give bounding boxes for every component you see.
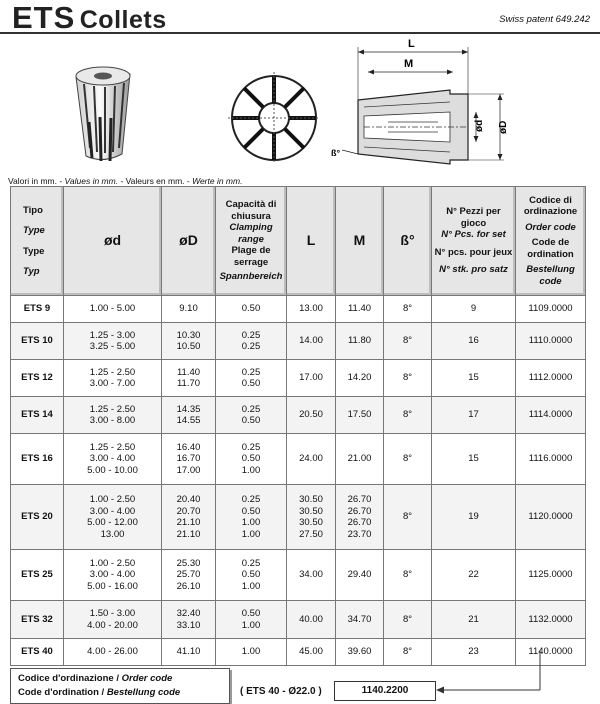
row-d bbox=[64, 397, 162, 434]
row-L bbox=[287, 434, 336, 485]
row-d-value: 1.00 - 2.50 bbox=[89, 494, 136, 505]
row-M-value: 26.70 bbox=[347, 494, 372, 505]
row-pcs: 15 bbox=[432, 360, 516, 397]
header-d: ød bbox=[64, 186, 162, 296]
row-D-value: 11.40 bbox=[176, 366, 201, 378]
row-D-value: 33.10 bbox=[176, 619, 201, 631]
row-type: ETS 14 bbox=[10, 397, 64, 434]
table-row bbox=[10, 397, 586, 434]
row-D bbox=[162, 639, 216, 666]
row-d-value: 13.00 bbox=[100, 528, 125, 540]
row-D-value: 21.10 bbox=[176, 528, 201, 540]
row-clamp-value: 0.25 bbox=[241, 494, 261, 505]
row-clamp-value: 1.00 bbox=[241, 619, 261, 631]
row-d-value: 1.25 - 2.50 bbox=[89, 441, 136, 453]
row-L-value: 13.00 bbox=[299, 303, 323, 315]
row-M-value: 29.40 bbox=[347, 569, 372, 581]
row-clamp-value: 0.50 bbox=[241, 303, 261, 315]
row-clamp-value: 1.00 bbox=[241, 528, 261, 540]
row-clamp bbox=[216, 639, 287, 666]
row-D-value: 25.30 bbox=[176, 557, 201, 569]
row-clamp-value: 0.50 bbox=[241, 415, 261, 426]
row-D-value: 16.70 bbox=[176, 453, 201, 465]
units-fr: - Valeurs en mm. - bbox=[118, 176, 193, 186]
header-L: L bbox=[287, 186, 336, 296]
row-beta: 8° bbox=[384, 601, 432, 639]
row-D-value: 21.10 bbox=[176, 517, 201, 528]
row-D-value: 16.40 bbox=[176, 441, 201, 453]
row-D bbox=[162, 550, 216, 601]
row-beta: 8° bbox=[384, 639, 432, 666]
row-L bbox=[287, 296, 336, 323]
row-clamp bbox=[216, 360, 287, 397]
row-d-value: 3.00 - 8.00 bbox=[89, 415, 136, 426]
row-d-value: 3.00 - 4.00 bbox=[89, 505, 136, 517]
row-L bbox=[287, 485, 336, 550]
collet-front-view bbox=[228, 72, 320, 164]
row-clamp-value: 0.25 bbox=[241, 366, 261, 378]
row-d-value: 5.00 - 12.00 bbox=[87, 517, 138, 528]
row-M bbox=[336, 601, 384, 639]
row-beta: 8° bbox=[384, 360, 432, 397]
row-clamp-value: 0.50 bbox=[241, 569, 261, 581]
row-L bbox=[287, 397, 336, 434]
row-d bbox=[64, 639, 162, 666]
row-d bbox=[64, 550, 162, 601]
row-type: ETS 10 bbox=[10, 323, 64, 360]
row-pcs: 19 bbox=[432, 485, 516, 550]
row-d bbox=[64, 360, 162, 397]
row-L-value: 24.00 bbox=[299, 453, 323, 465]
table-row bbox=[10, 485, 586, 550]
footer-line1-a: Codice d'ordinazione / bbox=[18, 673, 119, 684]
row-pcs: 16 bbox=[432, 323, 516, 360]
row-D-value: 25.70 bbox=[176, 569, 201, 581]
row-M bbox=[336, 639, 384, 666]
row-d bbox=[64, 323, 162, 360]
row-clamp-value: 0.25 bbox=[241, 557, 261, 569]
row-d-value: 3.00 - 4.00 bbox=[89, 569, 136, 581]
row-clamp-value: 0.50 bbox=[241, 378, 261, 389]
row-L bbox=[287, 601, 336, 639]
row-M bbox=[336, 323, 384, 360]
row-D-value: 32.40 bbox=[176, 608, 201, 619]
page-title bbox=[12, 0, 167, 36]
row-pcs: 9 bbox=[432, 296, 516, 323]
row-L-value: 20.50 bbox=[299, 409, 323, 421]
footer-line2-b: Bestellung code bbox=[106, 687, 181, 698]
title-main: ETS bbox=[12, 0, 76, 35]
table-header-row bbox=[10, 186, 586, 296]
row-L bbox=[287, 360, 336, 397]
row-d-value: 5.00 - 16.00 bbox=[87, 580, 138, 592]
row-D-value: 20.40 bbox=[176, 494, 201, 505]
row-L bbox=[287, 639, 336, 666]
row-D-value: 17.00 bbox=[176, 464, 201, 476]
row-pcs: 23 bbox=[432, 639, 516, 666]
header-type: Tipo Type Type Typ bbox=[10, 186, 64, 296]
row-d-value: 1.25 - 3.00 bbox=[89, 329, 136, 341]
row-L-value: 14.00 bbox=[299, 335, 323, 347]
title-sub: Collets bbox=[79, 6, 167, 34]
dim-d-label: ød bbox=[474, 119, 485, 132]
order-code-legend bbox=[10, 668, 230, 704]
row-L-value: 30.50 bbox=[299, 517, 323, 528]
row-D bbox=[162, 397, 216, 434]
row-d-value: 1.25 - 2.50 bbox=[89, 366, 136, 378]
row-D-value: 10.30 bbox=[176, 329, 201, 341]
row-L-value: 34.00 bbox=[299, 569, 323, 581]
row-d-value: 1.00 - 5.00 bbox=[89, 303, 136, 315]
row-code: 1132.0000 bbox=[516, 601, 586, 639]
row-D bbox=[162, 601, 216, 639]
row-L-value: 17.00 bbox=[299, 372, 323, 384]
row-L-value: 30.50 bbox=[299, 494, 323, 505]
row-L bbox=[287, 323, 336, 360]
row-beta: 8° bbox=[384, 550, 432, 601]
row-clamp-value: 0.50 bbox=[241, 453, 261, 465]
row-beta: 8° bbox=[384, 485, 432, 550]
row-clamp-value: 0.50 bbox=[241, 505, 261, 517]
row-M-value: 21.00 bbox=[347, 453, 372, 465]
row-d-value: 4.00 - 20.00 bbox=[87, 619, 138, 631]
row-d-value: 5.00 - 10.00 bbox=[87, 464, 138, 476]
row-d bbox=[64, 296, 162, 323]
row-d bbox=[64, 434, 162, 485]
row-M-value: 34.70 bbox=[347, 613, 372, 625]
dim-M-label: M bbox=[404, 58, 414, 70]
row-beta: 8° bbox=[384, 434, 432, 485]
row-type: ETS 9 bbox=[10, 296, 64, 323]
row-M bbox=[336, 296, 384, 323]
footer-line1-b: Order code bbox=[121, 673, 173, 684]
row-D bbox=[162, 434, 216, 485]
row-pcs: 22 bbox=[432, 550, 516, 601]
row-d-value: 1.25 - 2.50 bbox=[89, 403, 136, 415]
dim-L-label: L bbox=[408, 38, 415, 50]
row-clamp-value: 0.25 bbox=[241, 403, 261, 415]
collet-3d-illustration bbox=[58, 62, 148, 172]
order-code-arrow bbox=[436, 650, 546, 695]
row-beta: 8° bbox=[384, 397, 432, 434]
row-clamp-value: 1.00 bbox=[241, 464, 261, 476]
header-M: M bbox=[336, 186, 384, 296]
header-beta: ß° bbox=[384, 186, 432, 296]
row-clamp-value: 0.25 bbox=[241, 341, 261, 352]
row-M bbox=[336, 485, 384, 550]
header-D: øD bbox=[162, 186, 216, 296]
order-example-code: 1140.2200 bbox=[334, 681, 436, 701]
row-D-value: 10.50 bbox=[176, 341, 201, 352]
table-row bbox=[10, 550, 586, 601]
header-pcs: N° Pezzi per gioco N° Pcs. for set N° pcs. pour jeux N° stk. pro satz bbox=[432, 186, 516, 296]
row-clamp-value: 1.00 bbox=[241, 517, 261, 528]
row-code: 1140.0000 bbox=[516, 639, 586, 666]
row-type: ETS 40 bbox=[10, 639, 64, 666]
row-clamp bbox=[216, 296, 287, 323]
collet-section-drawing bbox=[328, 32, 518, 172]
row-beta: 8° bbox=[384, 296, 432, 323]
row-code: 1109.0000 bbox=[516, 296, 586, 323]
units-en: Values in mm. bbox=[64, 176, 119, 186]
table-row bbox=[10, 323, 586, 360]
row-D bbox=[162, 323, 216, 360]
footer-line2-a: Code d'ordination / bbox=[18, 687, 105, 698]
row-clamp bbox=[216, 485, 287, 550]
row-M-value: 26.70 bbox=[347, 517, 372, 528]
row-M-value: 14.20 bbox=[347, 372, 372, 384]
row-pcs: 15 bbox=[432, 434, 516, 485]
row-d-value: 1.50 - 3.00 bbox=[89, 608, 136, 619]
row-d-value: 3.00 - 7.00 bbox=[89, 378, 136, 389]
row-clamp bbox=[216, 434, 287, 485]
row-code: 1125.0000 bbox=[516, 550, 586, 601]
row-type: ETS 20 bbox=[10, 485, 64, 550]
row-type: ETS 32 bbox=[10, 601, 64, 639]
units-it: Valori in mm. - bbox=[8, 176, 65, 186]
dim-beta-label: ß° bbox=[331, 148, 341, 158]
row-D-value: 9.10 bbox=[179, 303, 198, 315]
table-row bbox=[10, 601, 586, 639]
row-code: 1120.0000 bbox=[516, 485, 586, 550]
row-M-value: 26.70 bbox=[347, 505, 372, 517]
row-d-value: 4.00 - 26.00 bbox=[87, 646, 138, 658]
row-pcs: 17 bbox=[432, 397, 516, 434]
row-d-value: 1.00 - 2.50 bbox=[89, 557, 136, 569]
row-M bbox=[336, 434, 384, 485]
row-beta: 8° bbox=[384, 323, 432, 360]
header-clamp: Capacità di chiusura Clamping range Plage de serrage Spannbereich bbox=[216, 186, 287, 296]
row-clamp-value: 0.25 bbox=[241, 329, 261, 341]
row-M-value: 17.50 bbox=[347, 409, 372, 421]
collet-spec-table bbox=[10, 186, 586, 666]
row-M-value: 39.60 bbox=[347, 646, 372, 658]
table-row bbox=[10, 434, 586, 485]
row-d-value: 3.00 - 4.00 bbox=[89, 453, 136, 465]
row-clamp bbox=[216, 323, 287, 360]
table-row bbox=[10, 360, 586, 397]
row-L-value: 40.00 bbox=[299, 613, 323, 625]
row-type: ETS 25 bbox=[10, 550, 64, 601]
row-L bbox=[287, 550, 336, 601]
row-D-value: 11.70 bbox=[176, 378, 201, 389]
row-d-value: 3.25 - 5.00 bbox=[89, 341, 136, 352]
row-d bbox=[64, 485, 162, 550]
row-D-value: 14.55 bbox=[176, 415, 201, 426]
row-d bbox=[64, 601, 162, 639]
row-type: ETS 12 bbox=[10, 360, 64, 397]
row-L-value: 27.50 bbox=[299, 528, 323, 540]
row-clamp bbox=[216, 550, 287, 601]
header-code: Codice di ordinazione Order code Code de ordination Bestellung code bbox=[516, 186, 586, 296]
order-example: ( ETS 40 - Ø22.0 ) bbox=[240, 686, 322, 697]
row-D bbox=[162, 485, 216, 550]
table-row bbox=[10, 296, 586, 323]
row-D-value: 26.10 bbox=[176, 580, 201, 592]
row-M-value: 11.80 bbox=[347, 335, 372, 347]
row-code: 1116.0000 bbox=[516, 434, 586, 485]
row-clamp-value: 0.50 bbox=[241, 608, 261, 619]
patent-note: Swiss patent 649.242 bbox=[499, 14, 590, 25]
row-L-value: 30.50 bbox=[299, 505, 323, 517]
row-code: 1114.0000 bbox=[516, 397, 586, 434]
row-M-value: 11.40 bbox=[347, 303, 372, 315]
row-D bbox=[162, 296, 216, 323]
row-M bbox=[336, 397, 384, 434]
row-M bbox=[336, 550, 384, 601]
row-code: 1112.0000 bbox=[516, 360, 586, 397]
row-D-value: 20.70 bbox=[176, 505, 201, 517]
units-note bbox=[8, 176, 242, 186]
row-clamp-value: 0.25 bbox=[241, 441, 261, 453]
row-pcs: 21 bbox=[432, 601, 516, 639]
row-clamp-value: 1.00 bbox=[241, 646, 261, 658]
row-L-value: 45.00 bbox=[299, 646, 323, 658]
row-M bbox=[336, 360, 384, 397]
row-clamp bbox=[216, 601, 287, 639]
row-type: ETS 16 bbox=[10, 434, 64, 485]
row-clamp bbox=[216, 397, 287, 434]
row-clamp-value: 1.00 bbox=[241, 580, 261, 592]
row-code: 1110.0000 bbox=[516, 323, 586, 360]
dim-D-label: øD bbox=[498, 120, 509, 134]
row-D bbox=[162, 360, 216, 397]
row-M-value: 23.70 bbox=[347, 528, 372, 540]
units-de: Werte in mm. bbox=[192, 176, 243, 186]
row-D-value: 41.10 bbox=[176, 646, 201, 658]
row-D-value: 14.35 bbox=[176, 403, 201, 415]
